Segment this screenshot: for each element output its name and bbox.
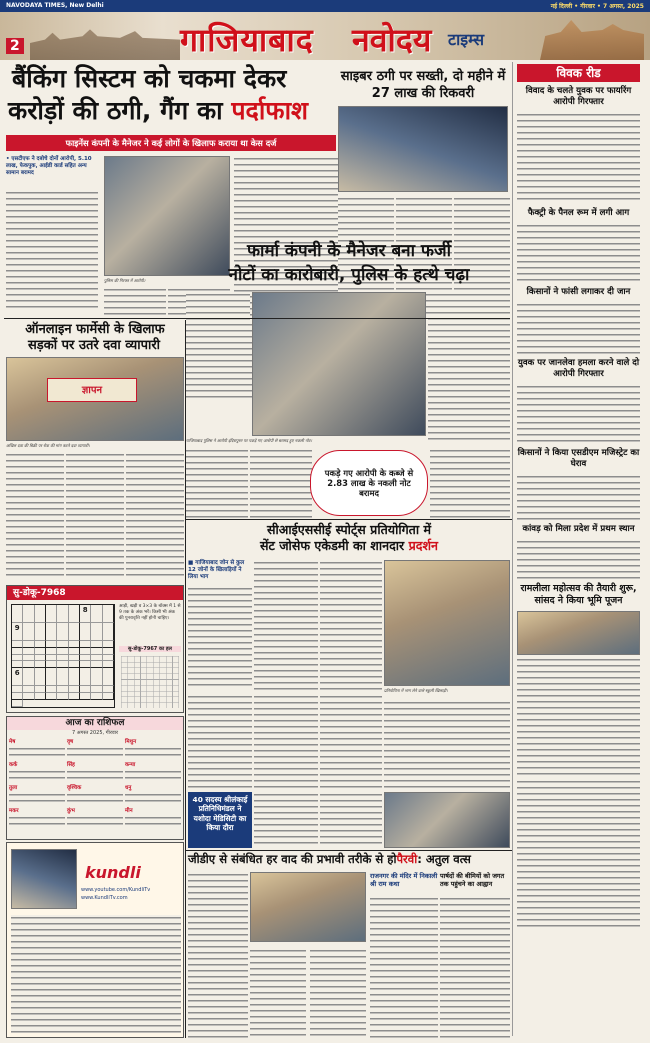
sudoku-cell [69, 693, 80, 700]
sudoku-cell: 6 [12, 668, 23, 686]
mid-col3-body [320, 694, 382, 790]
sudoku-cell [103, 641, 114, 648]
horoscope-sign [67, 808, 123, 829]
horoscope-sign-text [67, 792, 123, 805]
horoscope-sign [67, 739, 123, 760]
pharma-headline-line1: फार्मा कंपनी के मैनेजर बना फर्जी [246, 241, 452, 261]
horoscope-sign-name: मिथुन [125, 739, 137, 745]
horoscope-sign [9, 808, 65, 829]
sudoku-cell [35, 648, 46, 655]
pharma-headline-line2: नोटों का कारोबारी, पुलिस के हत्थे चढ़ा [228, 265, 470, 285]
sudoku-cell [57, 668, 68, 686]
pharma-body-col4 [250, 448, 312, 518]
sudoku-cell [12, 641, 23, 648]
sudoku-cell [80, 648, 91, 655]
srilanka-photo [384, 792, 510, 848]
mid-col4-body [384, 700, 510, 790]
page-number: 2 [6, 38, 24, 54]
horoscope-sign-text [9, 769, 65, 782]
sudoku-cell [91, 648, 102, 655]
sudoku-cell [103, 686, 114, 693]
sudoku-cell [91, 668, 102, 686]
sudoku-cell [46, 605, 57, 623]
pharma-photo-caption: गाजियाबाद पुलिस ने आरोपी इंदिरापुरम पर पकड़े गए आरोपी से बरामद हुए नकली नोट। [186, 438, 312, 443]
sudoku-title: सु-डोकू-7968 [7, 586, 183, 600]
sudoku-cell [12, 686, 23, 693]
lead-subhead: फाइनेंस कंपनी के मैनेजर ने कई लोगों के खिलाफ कराया था केस दर्ज [6, 135, 336, 151]
sudoku-answer-label: सु-डोकू-7967 का हल [119, 646, 181, 652]
pharmacy-body-col3 [126, 452, 184, 580]
vivek-story7-headline: रामलीला महोत्सव की तैयारी शुरू, सांसद ने किया भूमि पूजन [520, 583, 637, 606]
kundli-ad-image [11, 849, 77, 909]
kundli-youtube: www.youtube.com/KundliTv [81, 887, 151, 893]
lead-headline-line2 [8, 96, 338, 126]
horoscope-sign-text [67, 746, 123, 759]
gda-headline-b: पैरवी [396, 852, 418, 866]
horoscope-sign-text [125, 746, 181, 759]
kundli-ad-tips [11, 915, 181, 1033]
vivek-story5-headline: किसानों ने किया एसडीएम मजिस्ट्रेट का घेराव [517, 448, 640, 469]
sudoku-cell [12, 655, 23, 662]
gda-headline-c: : अतुल वत्स [417, 852, 471, 866]
horoscope-title: आज का राशिफल [7, 717, 183, 730]
mid-left-body [188, 694, 252, 790]
horoscope-date: 7 अगस्त 2025, गीरवार [72, 730, 118, 736]
lead-headline-line1: बैंकिंग सिस्टम को चकमा देकर [12, 64, 287, 93]
sudoku-cell [103, 605, 114, 623]
lead-headline-line2b: पर्दाफाश [231, 96, 309, 125]
sudoku-cell [80, 661, 91, 668]
sudoku-cell [57, 655, 68, 662]
gda-body-col4 [370, 896, 438, 1038]
sudoku-cell [91, 686, 102, 693]
sudoku-cell [103, 693, 114, 700]
sidebar-vivek [512, 62, 644, 1036]
pharma-photo [252, 292, 426, 436]
sports-headline-line2b: प्रदर्शन [408, 538, 439, 553]
sudoku-cell: 9 [12, 623, 23, 641]
kundli-brand: kundli [85, 863, 141, 882]
sudoku-cell: 8 [80, 605, 91, 623]
horoscope-sign-text [125, 792, 181, 805]
sudoku-cell [23, 693, 34, 700]
sudoku-cell [57, 686, 68, 693]
sudoku-cell [46, 686, 57, 693]
divider-lead [4, 318, 510, 319]
sudoku-cell [69, 655, 80, 662]
sudoku-cell [69, 661, 80, 668]
sudoku-cell [103, 668, 114, 686]
sudoku-cell [80, 623, 91, 641]
sudoku-cell [91, 641, 102, 648]
gda-photo [250, 872, 366, 942]
pharma-body-col2 [428, 292, 510, 440]
sudoku-cell [80, 686, 91, 693]
sudoku-cell [103, 661, 114, 668]
sudoku-cell [23, 668, 34, 686]
edition-date: नई दिल्ली • गीरवार • 7 अगस्त, 2025 [550, 3, 644, 10]
horoscope-sign-name: कर्क [9, 762, 18, 768]
sudoku-cell [23, 641, 34, 648]
horoscope-sign [125, 808, 181, 829]
lead-headline-line2a: करोड़ों की ठगी, गैंग का [8, 96, 223, 125]
sudoku-cell [23, 605, 34, 623]
sudoku-cell [35, 668, 46, 686]
pharma-callout [310, 450, 428, 516]
lead-bullets: • एसटीएफ ने दबोचे दोनों आरोपी, 5.10 लाख, फेकपुक, आईडी कार्ड सहित अन्य सामान बरामद [6, 156, 92, 176]
sudoku-cell [12, 661, 23, 668]
sudoku-cell [91, 661, 102, 668]
pharmacy-body-col2 [66, 452, 124, 580]
sudoku-cell [23, 648, 34, 655]
sudoku-cell [91, 655, 102, 662]
mid-col2-body [254, 694, 318, 790]
sudoku-cell [12, 605, 23, 623]
horoscope-sign [67, 762, 123, 783]
horoscope-sign-name: मीन [125, 808, 133, 814]
sudoku-cell [35, 693, 46, 700]
vivek-story4-body [517, 384, 640, 444]
sudoku-cell [57, 605, 68, 623]
vivek-story7-body [517, 657, 640, 777]
sudoku-cell [69, 623, 80, 641]
sudoku-cell [91, 623, 102, 641]
sudoku-cell [46, 693, 57, 700]
sudoku-instructions: आड़ी, खड़ी व 3×3 के बॉक्स में 1 से 9 तक के अंक भरें। किसी भी अंक की पुनरावृत्ति नहीं होनी चाहिए। [119, 604, 181, 621]
sudoku-cell [46, 641, 57, 648]
pharma-body-col1 [186, 292, 250, 392]
vivek-story3-headline: किसानों ने फांसी लगाकर दी जान [526, 287, 631, 297]
gda-headline [188, 852, 512, 867]
pharma-body-col3 [186, 448, 248, 518]
sudoku-cell [69, 648, 80, 655]
pharmacy-headline-line1: ऑनलाइन फार्मेसी के खिलाफ [25, 322, 165, 337]
horoscope-sign [67, 785, 123, 806]
pharmacy-banner-sign: ज्ञापन [47, 378, 137, 402]
sudoku-cell [35, 623, 46, 641]
horoscope-sign [125, 785, 181, 806]
horoscope-grid [7, 737, 183, 831]
vivek-story6-body [517, 539, 640, 579]
sports-headline-line1: सीआईएससीई स्पोर्ट्स प्रतियोगिता में [266, 522, 432, 537]
sudoku-cell [91, 605, 102, 623]
vivek-story7-photo [517, 611, 640, 655]
vivek-story4-headline: युवक पर जानलेवा हमला करने वाले दो आरोपी गिरफ्तार [517, 358, 640, 379]
sudoku-cell [35, 605, 46, 623]
horoscope-sign [125, 739, 181, 760]
sudoku-cell [80, 641, 91, 648]
lead-body-col1 [6, 190, 98, 310]
horoscope-sign-name: कन्या [125, 762, 136, 768]
sudoku-cell [57, 693, 68, 700]
sudoku-cell [35, 686, 46, 693]
horoscope-sign-name: मेष [9, 739, 16, 745]
sudoku-cell [46, 661, 57, 668]
masthead-banner [0, 12, 650, 60]
sudoku-cell [46, 668, 57, 686]
sudoku-cell [23, 686, 34, 693]
sports-photo [384, 560, 510, 686]
horoscope-sign [9, 739, 65, 760]
sudoku-cell [12, 700, 23, 707]
rajnagar-story1: पार्षदों की बीमियों को जगत तक पहुंचने का आह्वान [440, 872, 505, 888]
sudoku-cell [35, 661, 46, 668]
sudoku-grid [11, 604, 115, 708]
horoscope-sign-text [9, 792, 65, 805]
sports-headline-line2 [186, 538, 512, 553]
building-silhouette [30, 26, 180, 60]
vivek-story1-body [517, 112, 640, 204]
horoscope-sign [9, 785, 65, 806]
gda-body-col2 [250, 948, 306, 1038]
sudoku-cell [69, 668, 80, 686]
horoscope-sign-name: वृष [67, 739, 74, 745]
srilanka-box [188, 792, 252, 848]
gda-body-col1 [188, 872, 248, 1038]
temple-silhouette [540, 20, 644, 60]
sports-photo-caption: प्रतियोगिता में भाग लेने वाले स्कूली खिलाड़ी। [384, 688, 448, 693]
horoscope-sign-name: वृश्चिक [67, 785, 82, 791]
kundli-ad [6, 842, 184, 1038]
vivek-story5-body [517, 474, 640, 520]
sidebar-banner: विवक रीड [517, 64, 640, 82]
sudoku-cell [80, 655, 91, 662]
horoscope-sign-text [125, 815, 181, 828]
sudoku-cell [103, 648, 114, 655]
masthead-title-brand: नवोदय [352, 21, 432, 59]
kundli-website: www.KundliTv.com [81, 895, 128, 901]
sudoku-cell [57, 641, 68, 648]
sudoku-cell [23, 661, 34, 668]
sudoku-cell [57, 648, 68, 655]
sports-body-col2 [254, 560, 318, 690]
vivek-story2-headline: फैक्ट्री के पैनल रूम में लगी आग [527, 208, 630, 218]
horoscope-sign-text [9, 815, 65, 828]
sports-subhead: ■ गाजियाबाद जोन से कुल 12 जोनों के खिलाड़ियों ने लिया भाग [188, 560, 245, 580]
horoscope-sign-text [67, 769, 123, 782]
cyber-headline: साइबर ठगी पर सख्ती, दो महीने में 27 लाख की रिकवरी [340, 69, 506, 101]
edition-strip [0, 0, 650, 12]
horoscope-sign-text [67, 815, 123, 828]
sudoku-cell [57, 623, 68, 641]
gda-body-col3 [310, 948, 366, 1038]
horoscope-sign-name: कुंभ [67, 808, 75, 814]
vivek-story1-headline: विवाद के चलते युवक पर फायरिंग आरोपी गिरफ्तार [525, 86, 632, 107]
lead-body-col2 [104, 287, 166, 315]
sports-body-col1 [188, 586, 252, 690]
horoscope-sign-name: धनु [125, 785, 132, 791]
divider-pharma [186, 519, 512, 520]
sudoku-cell [69, 605, 80, 623]
sports-headline-line2a: सेंट जोसेफ एकेडमी का शानदार [259, 538, 405, 553]
horoscope-sign-text [125, 769, 181, 782]
horoscope-sign [9, 762, 65, 783]
sudoku-cell [35, 655, 46, 662]
horoscope-sign-name: तुला [9, 785, 18, 791]
sudoku-cell [103, 623, 114, 641]
vivek-story6-headline: कांवड़ को मिला प्रदेश में प्रथम स्थान [522, 524, 635, 534]
pharma-body-col5 [430, 448, 510, 518]
sudoku-cell [12, 648, 23, 655]
srilanka-body-col1 [254, 792, 318, 848]
vivek-story3-body [517, 302, 640, 354]
vivek-story2-body [517, 223, 640, 283]
pharmacy-photo [6, 357, 184, 441]
srilanka-headline: 40 सदस्य श्रीलंकाई प्रतिनिधिमंडल ने यशोदा मेडिसिटी का किया दौरा [192, 795, 248, 833]
masthead-title-city: गाजियाबाद [180, 21, 314, 59]
vivek-bottom-body [517, 779, 640, 929]
sudoku-cell [35, 641, 46, 648]
pharmacy-body-col1 [6, 452, 64, 580]
sudoku-cell [46, 655, 57, 662]
sudoku-cell [69, 686, 80, 693]
pharmacy-headline-line2: सड़कों पर उतरे दवा व्यापारी [27, 338, 161, 353]
sudoku-cell [23, 655, 34, 662]
horoscope-sign-name: सिंह [67, 762, 75, 768]
srilanka-body-col2 [320, 792, 382, 848]
divider-vertical [185, 320, 186, 1038]
sports-body-col3 [320, 560, 382, 690]
sudoku-cell [103, 655, 114, 662]
sudoku-cell [80, 668, 91, 686]
sudoku-cell [69, 641, 80, 648]
horoscope-sign-name: मकर [9, 808, 19, 814]
sudoku-cell [80, 693, 91, 700]
gda-body-col5 [440, 896, 510, 1038]
divider-gda [186, 850, 512, 851]
sudoku-cell [57, 661, 68, 668]
sudoku-box [6, 585, 184, 713]
pharma-callout-text: पकड़े गए आरोपी के कब्जे से 2.83 लाख के नकली नोट बरामद [324, 468, 414, 498]
sudoku-cell [12, 693, 23, 700]
cyber-photo [338, 106, 508, 192]
sudoku-cell [91, 693, 102, 700]
rajnagar-headline: राजनगर की मंदिर में निकाली श्री राम कथा [370, 872, 438, 888]
horoscope-box [6, 716, 184, 840]
edition-name: NAVODAYA TIMES, New Delhi [6, 2, 104, 9]
sudoku-cell [23, 623, 34, 641]
horoscope-sign [125, 762, 181, 783]
horoscope-sign-text [9, 746, 65, 759]
pharmacy-photo-caption: अखिल दवा की बिक्री पर रोक की मांग करते दवा व्यापारी। [6, 443, 90, 448]
sudoku-cell [46, 648, 57, 655]
sudoku-cell [46, 623, 57, 641]
gda-headline-a: जीडीए से संबंधित हर वाद की प्रभावी तरीके से हो [188, 852, 397, 866]
sudoku-answer-grid [121, 656, 179, 708]
masthead-title-suffix: टाइम्स [448, 30, 485, 49]
lead-photo-caption: पुलिस की गिरफ्त में आरोपी। [104, 278, 146, 283]
